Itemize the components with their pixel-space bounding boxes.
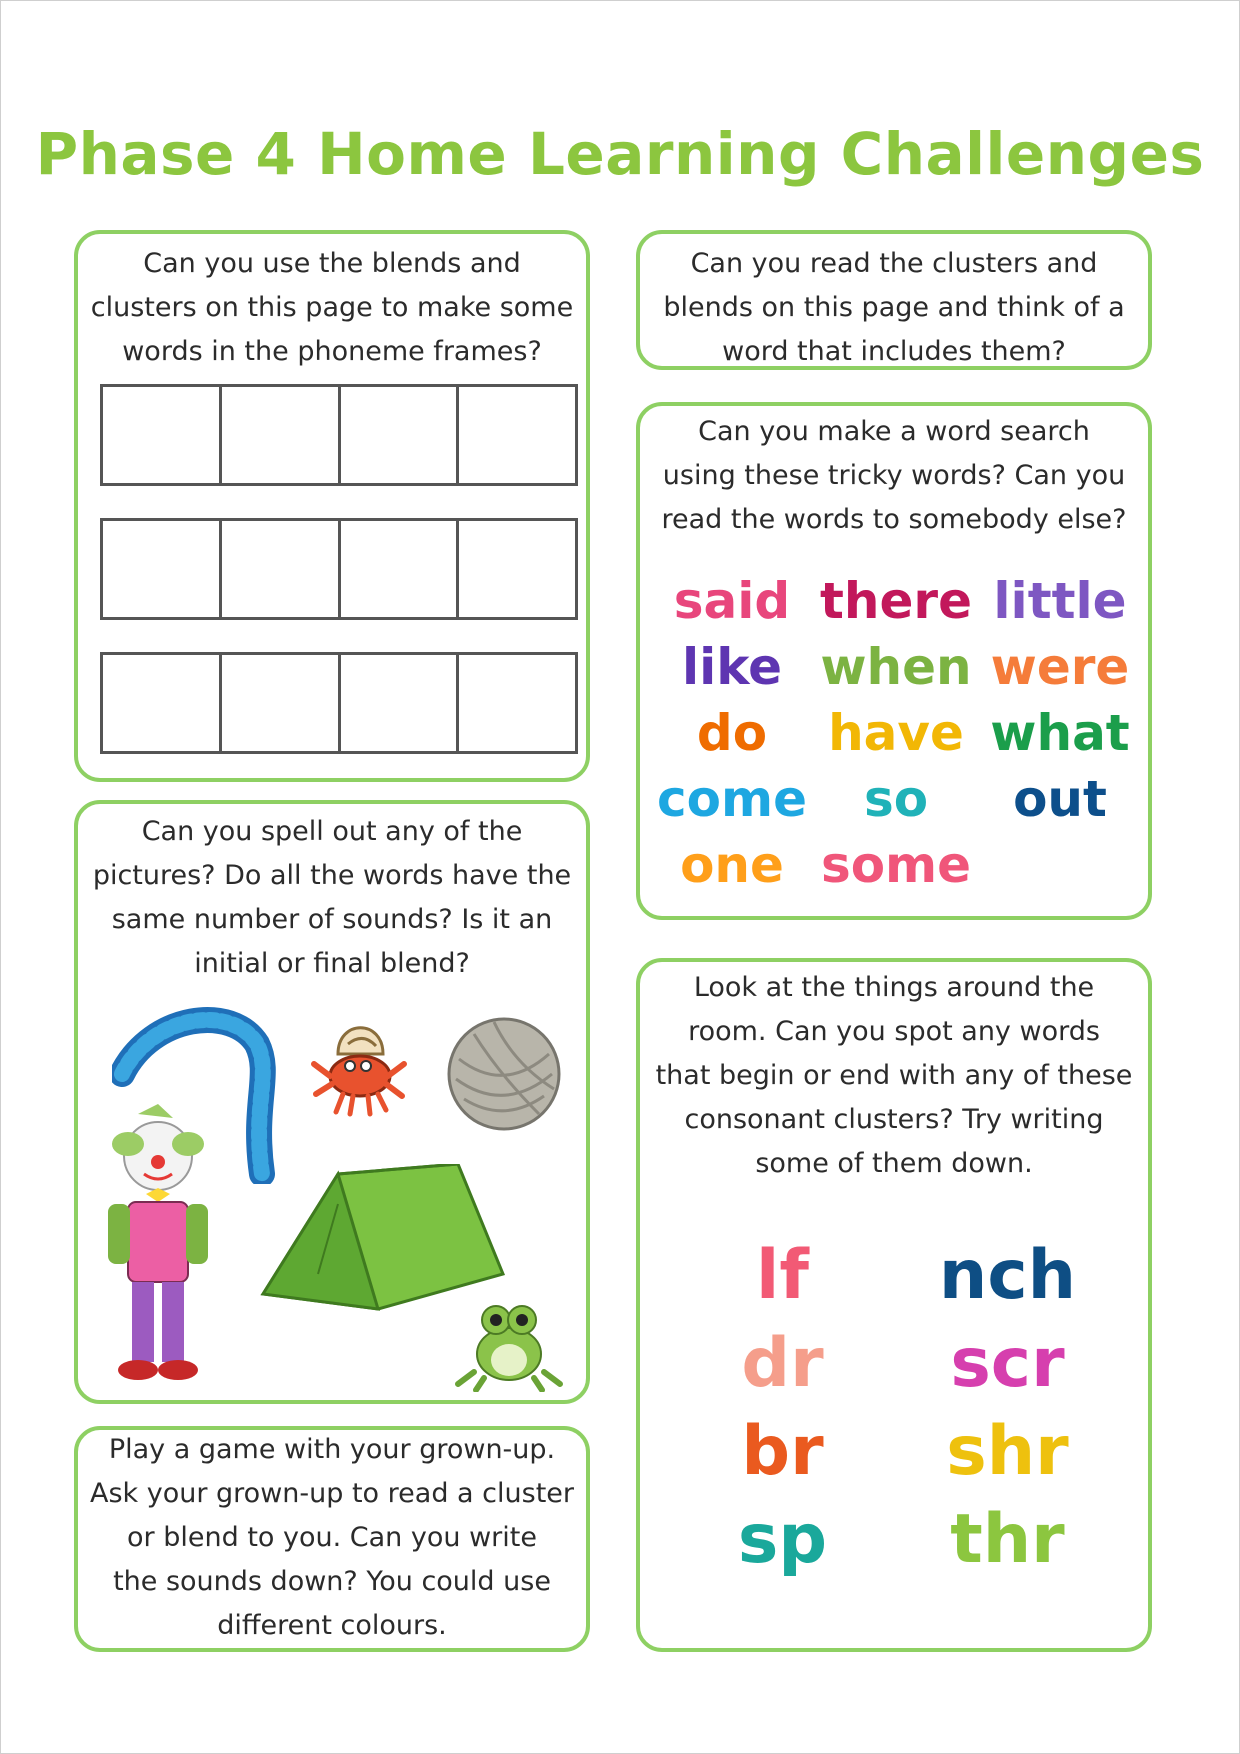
game-prompt — [78, 1428, 586, 1648]
string-ball-icon — [444, 1014, 564, 1134]
frog-icon — [454, 1292, 564, 1392]
tricky-word: were — [990, 638, 1130, 696]
tricky-word: said — [673, 572, 791, 630]
phoneme-frame-cell[interactable] — [222, 387, 341, 483]
prompt-line: Look at the things around the — [693, 972, 1095, 1003]
phoneme-frames-box — [74, 230, 590, 782]
read-clusters-prompt — [640, 242, 1148, 374]
phoneme-frame-row — [100, 384, 578, 486]
prompt-line: Can you spell out any of the — [141, 816, 523, 847]
spell-pictures-box — [74, 800, 590, 1404]
prompt-line: room. Can you spot any words — [688, 1016, 1100, 1047]
phoneme-frames — [100, 384, 578, 786]
tricky-word: one — [680, 836, 784, 894]
phoneme-frame-cell[interactable] — [459, 521, 575, 617]
word-search-box — [636, 402, 1152, 920]
tricky-word: when — [820, 638, 972, 696]
prompt-line: the sounds down? You could use — [113, 1566, 551, 1597]
phoneme-frames-prompt — [78, 242, 586, 374]
consonant-cluster: shr — [946, 1412, 1069, 1491]
prompt-line: read the words to somebody else? — [661, 504, 1127, 535]
phoneme-frame-row — [100, 518, 578, 620]
phoneme-frame-cell[interactable] — [341, 655, 460, 751]
prompt-line: Ask your grown-up to read a cluster — [89, 1478, 574, 1509]
prompt-line: consonant clusters? Try writing — [684, 1104, 1104, 1135]
prompt-line: same number of sounds? Is it an — [111, 904, 553, 935]
phoneme-frame-cell[interactable] — [459, 655, 575, 751]
game-box — [74, 1426, 590, 1652]
tricky-word: little — [993, 572, 1127, 630]
prompt-line: that begin or end with any of these — [655, 1060, 1133, 1091]
tricky-word: have — [828, 704, 964, 762]
tricky-word: like — [681, 638, 783, 696]
phoneme-frame-cell[interactable] — [341, 521, 460, 617]
spot-words-prompt — [640, 966, 1148, 1186]
spot-words-box — [636, 958, 1152, 1652]
tricky-word: some — [820, 836, 972, 894]
page-title: Phase 4 Home Learning Challenges — [35, 120, 1205, 188]
consonant-cluster: scr — [950, 1324, 1065, 1403]
phoneme-frame-cell[interactable] — [222, 655, 341, 751]
phoneme-frame-cell[interactable] — [459, 387, 575, 483]
prompt-line: words in the phoneme frames? — [122, 336, 542, 367]
consonant-cluster: lf — [756, 1236, 809, 1315]
consonant-cluster: nch — [938, 1236, 1077, 1315]
consonant-cluster: dr — [741, 1324, 824, 1403]
prompt-line: Can you read the clusters and — [690, 248, 1098, 279]
phoneme-frame-cell[interactable] — [103, 521, 222, 617]
tricky-word: do — [696, 704, 768, 762]
prompt-line: different colours. — [217, 1610, 447, 1641]
prompt-line: or blend to you. Can you write — [127, 1522, 537, 1553]
tricky-word: what — [990, 704, 1130, 762]
phoneme-frame-cell[interactable] — [103, 387, 222, 483]
read-clusters-box — [636, 230, 1152, 370]
phoneme-frame-cell[interactable] — [103, 655, 222, 751]
prompt-line: Can you make a word search — [698, 416, 1090, 447]
word-search-prompt — [640, 410, 1148, 542]
tricky-word: out — [1013, 770, 1107, 828]
tricky-word: come — [657, 770, 807, 828]
tricky-word: so — [863, 770, 929, 828]
phoneme-frame-cell[interactable] — [341, 387, 460, 483]
phoneme-frame-row — [100, 652, 578, 754]
spell-pictures-prompt — [78, 810, 586, 986]
prompt-line: Can you use the blends and — [143, 248, 521, 279]
prompt-line: Play a game with your grown-up. — [108, 1434, 556, 1465]
clown-icon — [98, 1104, 218, 1394]
prompt-line: word that includes them? — [722, 336, 1066, 367]
consonant-cluster: br — [741, 1412, 824, 1491]
prompt-line: pictures? Do all the words have the — [92, 860, 572, 891]
prompt-line: using these tricky words? Can you — [662, 460, 1126, 491]
consonant-cluster: thr — [950, 1500, 1065, 1579]
crab-icon — [308, 1014, 408, 1124]
tricky-words-grid — [650, 568, 1142, 898]
consonant-cluster: sp — [737, 1500, 828, 1579]
tricky-word: there — [820, 572, 972, 630]
consonant-clusters-grid — [670, 1232, 1120, 1584]
phoneme-frame-cell[interactable] — [222, 521, 341, 617]
prompt-line: clusters on this page to make some — [90, 292, 574, 323]
prompt-line: initial or final blend? — [194, 948, 470, 979]
prompt-line: some of them down. — [755, 1148, 1033, 1179]
prompt-line: blends on this page and think of a — [663, 292, 1125, 323]
